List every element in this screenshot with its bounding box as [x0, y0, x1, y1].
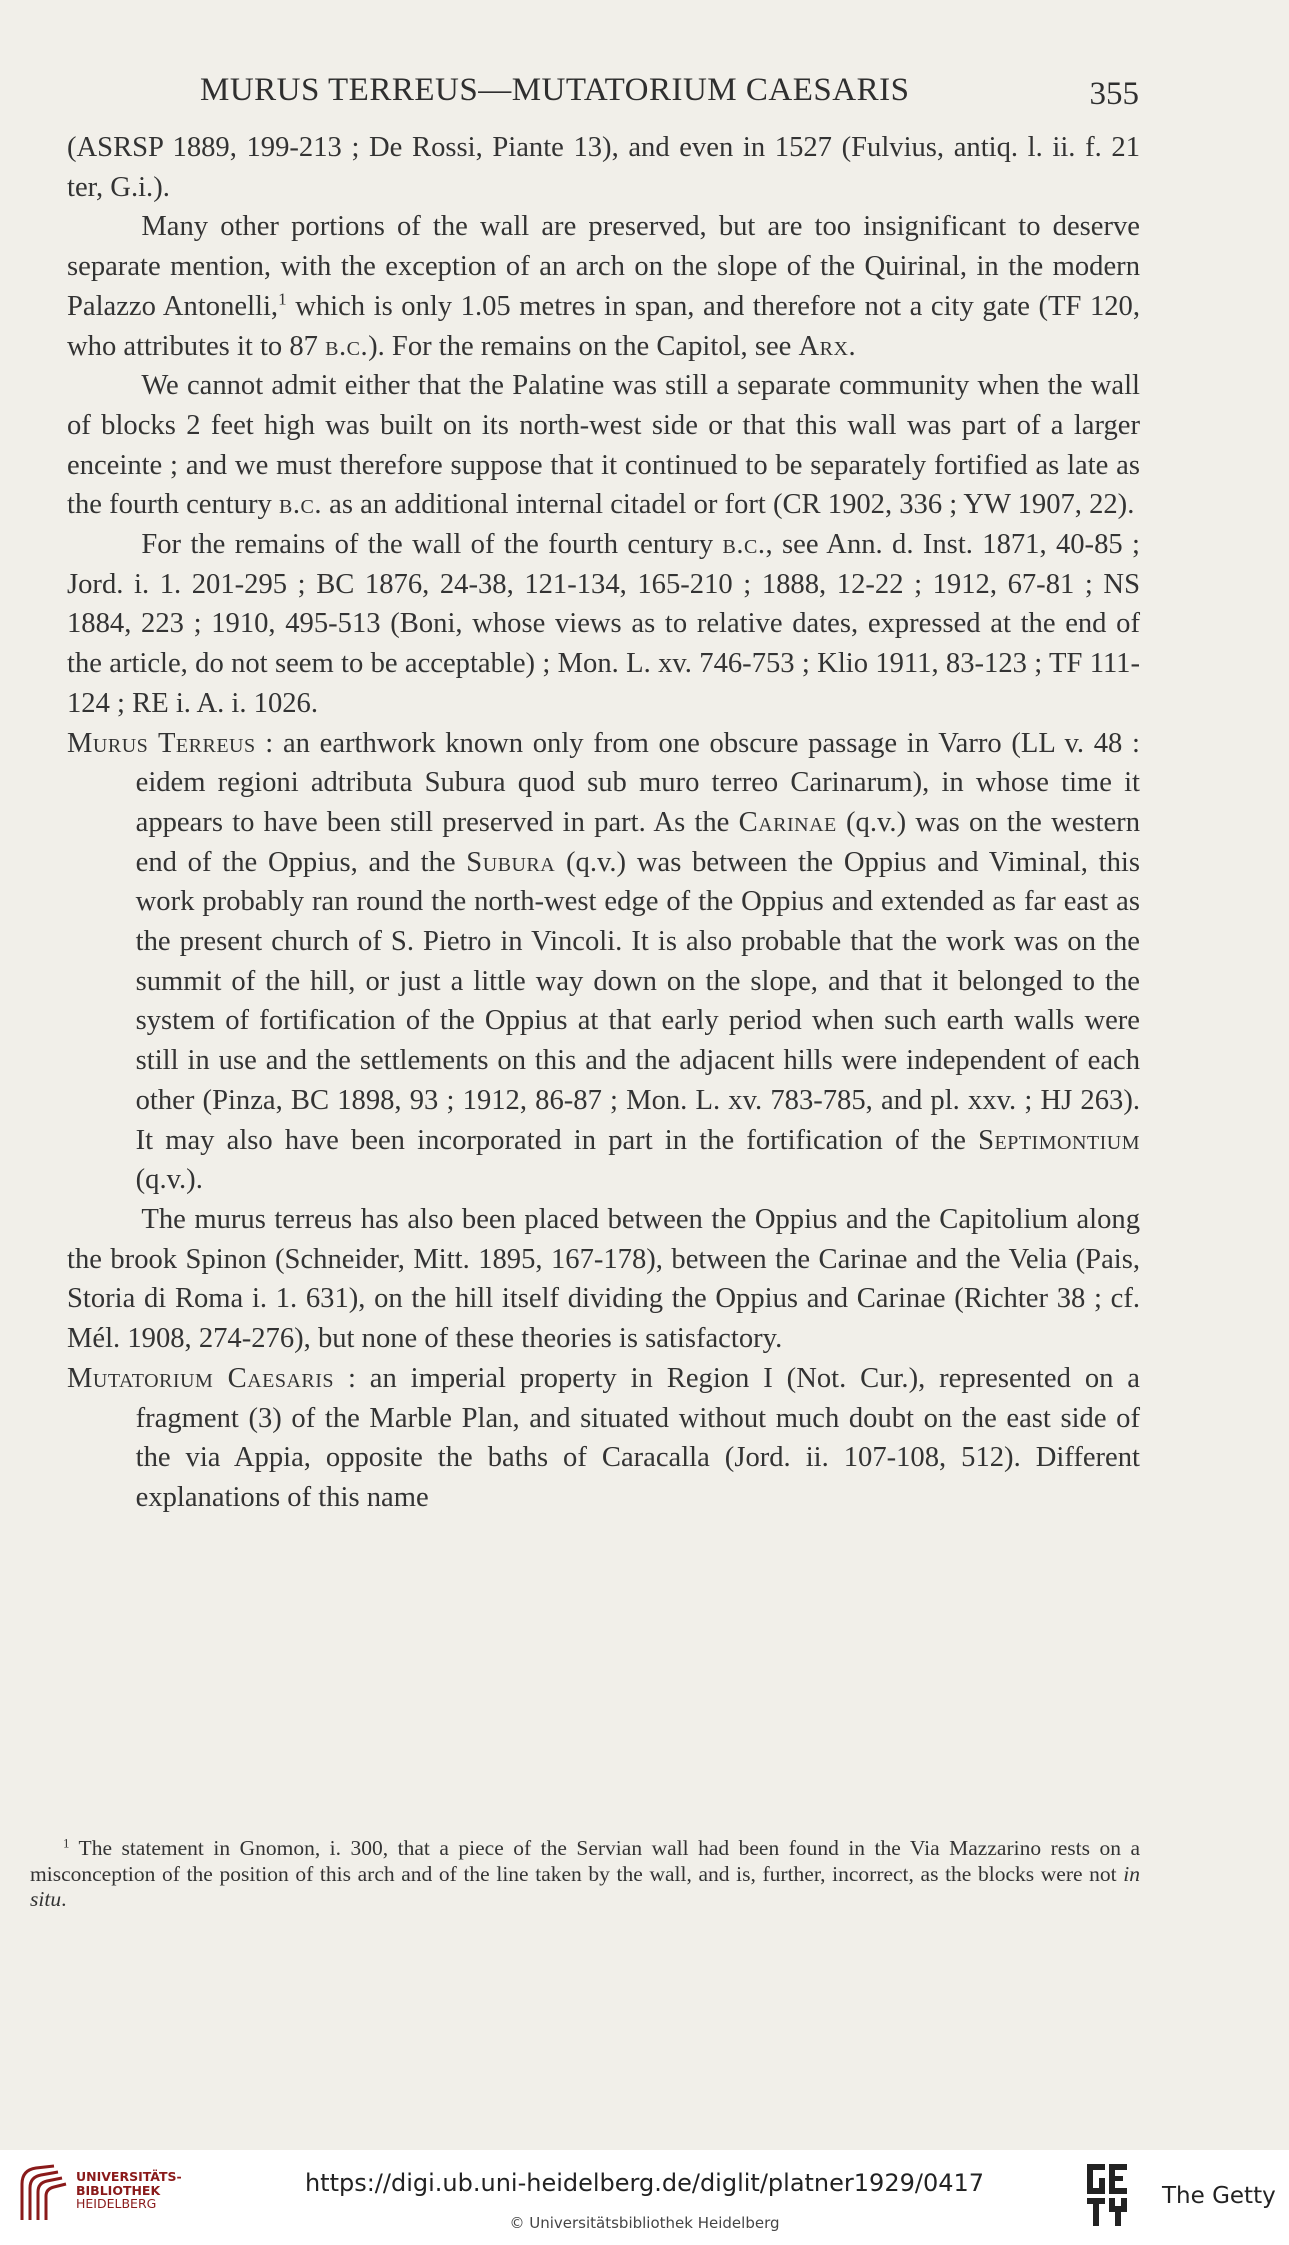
footnote-text: .: [61, 1887, 67, 1911]
library-name: UNIVERSITÄTS- BIBLIOTHEK HEIDELBERG: [76, 2169, 182, 2211]
paragraph-text: The murus terreus has also been placed between the Oppius and the Capitolium along the brook Spinon (Schneider, Mitt. 1895, 167-178), between the Carinae and the Velia (Pais, Storia di Roma i. 1. 631), on the hill itself dividing the Oppius and Carinae (Richter 38 ; cf. Mél. 1908, 274-276), but none of these theories is satisfactory.: [67, 1203, 1140, 1355]
paragraph-text: For the remains of the wall of the fourth century: [141, 529, 723, 561]
cross-reference-subura[interactable]: Subura: [466, 846, 556, 878]
getty-label: The Getty: [1162, 2183, 1276, 2209]
paragraph-text: which is only 1.05 metres in span, and therefore not a city gate (TF 120, who attributes it to 87: [67, 290, 1141, 362]
copyright-notice: © Universitätsbibliothek Heidelberg: [509, 2214, 780, 2232]
paragraph-text: (q.v.).: [135, 1164, 203, 1196]
footnote: [30, 1836, 1140, 1913]
paragraph-murus-terreus-theories: [67, 1200, 1140, 1359]
era-abbreviation: b.c.: [279, 489, 322, 521]
footnote-marker: 1: [63, 1836, 70, 1851]
paragraph-text: (ASRSP 1889, 199-213 ; De Rossi, Piante 13), and even in 1527 (Fulvius, antiq. l. ii. f. 21 ter, G.i.).: [67, 132, 1140, 203]
entry-murus-terreus: [67, 724, 1140, 1200]
entry-heading: Murus Terreus: [67, 727, 256, 759]
paragraph-palatine: [67, 366, 1140, 525]
paragraph-text: We cannot admit either that the Palatine was still a separate community when the wall of blocks 2 feet high was built on its north-west side or that this wall was part of a larger enceinte ; and we must therefore suppose that it continued to be separately fortified as late as the fourth century: [67, 370, 1140, 521]
cross-reference-carinae[interactable]: Carinae: [738, 806, 837, 838]
page-header: [0, 72, 1289, 122]
running-title: MURUS TERREUS—MUTATORIUM CAESARIS: [200, 72, 910, 108]
page-number: 355: [1089, 76, 1139, 112]
paragraph-text: : an earthwork known only from one obscure passage in Varro (LL v. 48 : eidem regioni adtributa Subura quod sub muro terreo Carinarum), in whose time it appears to have been still preserved in part. As the: [135, 727, 1140, 838]
paragraph-text: (q.v.) was between the Oppius and Viminal, this work probably ran round the north-west edge of the Oppius and extended as far east as the present church of S. Pietro in Vincoli. It is also probable that the work was on the summit of the hill, or just a little way down on the slope, and that it belonged to the system of fortification of the Oppius at that early period when such earth walls were still in use and the settlements on this and the adjacent hills were independent of each other (Pinza, BC 1898, 93 ; 1912, 86-87 ; Mon. L. xv. 783-785, and pl. xxv. ; HJ 263). It may also have been incorporated in part in the fortification of the: [135, 846, 1140, 1156]
body-text: [67, 128, 1140, 1518]
footnote-reference[interactable]: 1: [278, 289, 287, 309]
paragraph-text: : an imperial property in Region I (Not. Cur.), represented on a fragment (3) of the Marble Plan, and situated without much doubt on the east side of the via Appia, opposite the baths of Caracalla (Jord. ii. 107-108, 512). Different explanations of this name: [135, 1362, 1140, 1513]
cross-reference-septimontium[interactable]: Septimontium: [978, 1124, 1140, 1156]
paragraph-text: Many other portions of the wall are preserved, but are too insignificant to deserve separate mention, with the exception of an arch on the slope of the Quirinal, in the modern Palazzo Antonelli,: [67, 211, 1140, 322]
getty-logo-icon[interactable]: [1085, 2160, 1131, 2230]
entry-heading: Mutatorium Caesaris: [67, 1362, 335, 1394]
era-abbreviation: b.c.: [325, 330, 369, 362]
paragraph-continuation: [67, 128, 1140, 207]
paragraph-fourth-century: [67, 525, 1140, 724]
paragraph-text: as an additional internal citadel or fort (CR 1902, 336 ; YW 1907, 22).: [321, 489, 1135, 521]
paragraph-text: ). For the remains on the Capitol, see: [368, 330, 799, 362]
paragraph-other-portions: [67, 207, 1140, 366]
paragraph-text: , see Ann. d. Inst. 1871, 40-85 ; Jord. i. 1. 201-295 ; BC 1876, 24-38, 121-134, 165-210 ; 1888, 12-22 ; 1912, 67-81 ; NS 1884, 223 ; 1910, 495-513 (Boni, whose views as to relative dates, expressed at the end of the article, do not seem to be acceptable) ; Mon. L. xv. 746-753 ; Klio 1911, 83-123 ; TF 111-124 ; RE i. A. i. 1026.: [67, 529, 1140, 719]
paragraph-text: .: [848, 330, 856, 362]
paragraph-text: (q.v.) was on the western end of the Oppius, and the: [135, 806, 1140, 878]
entry-mutatorium-caesaris: [67, 1359, 1140, 1518]
footnote-text: The statement in Gnomon, i. 300, that a piece of the Servian wall had been found in the Via Mazzarino rests on a misconception of the position of this arch and of the line taken by the wall, and is, further, incorrect, as the blocks were not: [30, 1836, 1140, 1886]
document-url-link[interactable]: https://digi.ub.uni-heidelberg.de/diglit/platner1929/0417: [304, 2169, 985, 2197]
footnote-italic: in situ: [30, 1861, 1140, 1911]
era-abbreviation: b.c.: [722, 529, 766, 561]
cross-reference-arx[interactable]: Arx: [798, 330, 849, 362]
